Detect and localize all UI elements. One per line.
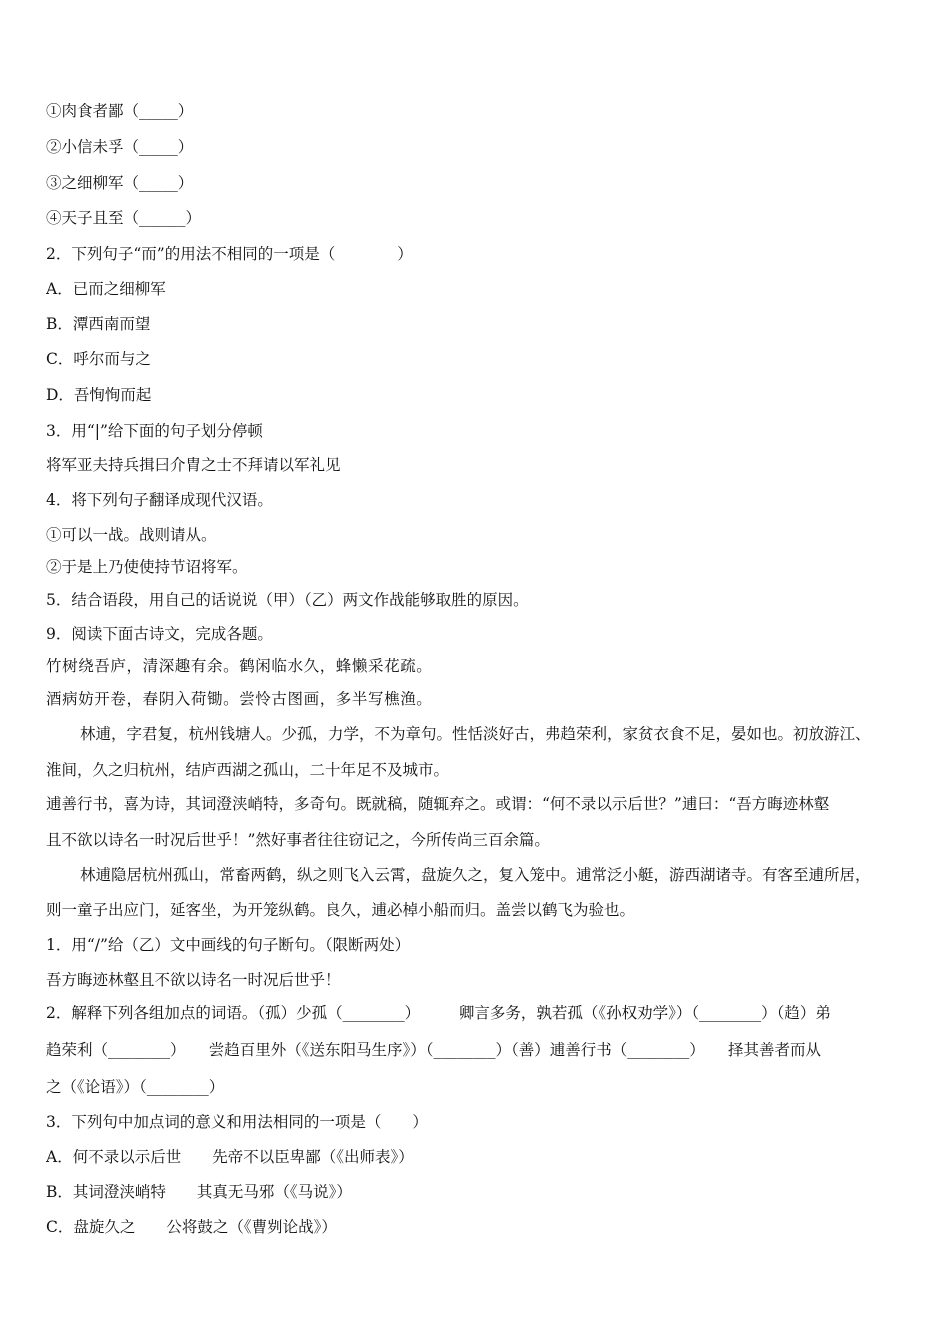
- question-item: ②小信未孚（_____）: [46, 138, 194, 156]
- option-a: A．何不录以示后世 先帝不以臣卑鄙（《出师表》）: [46, 1148, 414, 1166]
- passage-paragraph: 林逋隐居杭州孤山，常畜两鹤，纵之则飞入云霄，盘旋久之，复入笼中。逋常泛小艇，游西湖诸寺。有客至逋所居，: [80, 866, 871, 884]
- question-heading: 1．用“/”给（乙）文中画线的句子断句。（限断两处）: [46, 936, 411, 954]
- option-b: B．潭西南而望: [46, 315, 151, 333]
- question-item: ①可以一战。战则请从。: [46, 526, 217, 544]
- question-text: 之（《论语》）（________）: [46, 1078, 225, 1096]
- question-heading: 4．将下列句子翻译成现代汉语。: [46, 491, 273, 509]
- option-a: A．已而之细柳军: [46, 280, 166, 298]
- question-heading: 2．解释下列各组加点的词语。（孤）少孤（________） 卿言多务，孰若孤（《孙权劝学》）（________）（趋）弟: [46, 1004, 831, 1022]
- question-heading: 3．下列句中加点词的意义和用法相同的一项是（ ）: [46, 1113, 428, 1131]
- option-b: B．其词澄浃峭特 其真无马邪（《马说》）: [46, 1183, 352, 1201]
- passage-paragraph: 则一童子出应门，延客坐，为开笼纵鹤。良久，逋必棹小船而归。盖尝以鹤飞为验也。: [46, 901, 636, 919]
- option-c: C．盘旋久之 公将鼓之（《曹刿论战》）: [46, 1218, 337, 1236]
- question-heading: 5．结合语段，用自己的话说说（甲）（乙）两文作战能够取胜的原因。: [46, 591, 529, 609]
- question-heading: 3．用“|”给下面的句子划分停顿: [46, 422, 263, 440]
- passage-paragraph: 且不欲以诗名一时况后世乎！”然好事者往往窃记之，今所传尚三百余篇。: [46, 831, 550, 849]
- question-text: 吾方晦迹林壑且不欲以诗名一时况后世乎！: [46, 971, 341, 989]
- question-item: ④天子且至（______）: [46, 209, 202, 227]
- section-heading: 9．阅读下面古诗文，完成各题。: [46, 625, 273, 643]
- passage-paragraph: 淮间，久之归杭州，结庐西湖之孤山，二十年足不及城市。: [46, 761, 450, 779]
- passage-paragraph: 逋善行书，喜为诗，其词澄浃峭特，多奇句。既就稿，随辄弃之。或谓：“何不录以示后世？”逋曰：“吾方晦迹林壑: [46, 795, 830, 813]
- question-text: 将军亚夫持兵揖曰介胄之士不拜请以军礼见: [46, 456, 341, 474]
- option-d: D．吾恂恂而起: [46, 386, 152, 404]
- passage-paragraph: 林逋，字君复，杭州钱塘人。少孤，力学，不为章句。性恬淡好古，弗趋荣利，家贫衣食不足，晏如也。初放游江、: [80, 725, 871, 743]
- question-item: ②于是上乃使使持节诏将军。: [46, 558, 248, 576]
- question-item: ①肉食者鄙（_____）: [46, 102, 194, 120]
- poem-line: 竹树绕吾庐，清深趣有余。鹤闲临水久，蜂懒采花疏。: [46, 657, 433, 675]
- question-item: ③之细柳军（_____）: [46, 174, 194, 192]
- question-text: 趋荣利（________） 尝趋百里外（《送东阳马生序》）（________）（善）逋善行书（________） 择其善者而从: [46, 1041, 822, 1059]
- poem-line: 酒病妨开卷，春阴入荷锄。尝怜古图画，多半写樵渔。: [46, 690, 433, 708]
- question-heading: 2．下列句子“而”的用法不相同的一项是（ ）: [46, 245, 413, 263]
- option-c: C．呼尔而与之: [46, 350, 151, 368]
